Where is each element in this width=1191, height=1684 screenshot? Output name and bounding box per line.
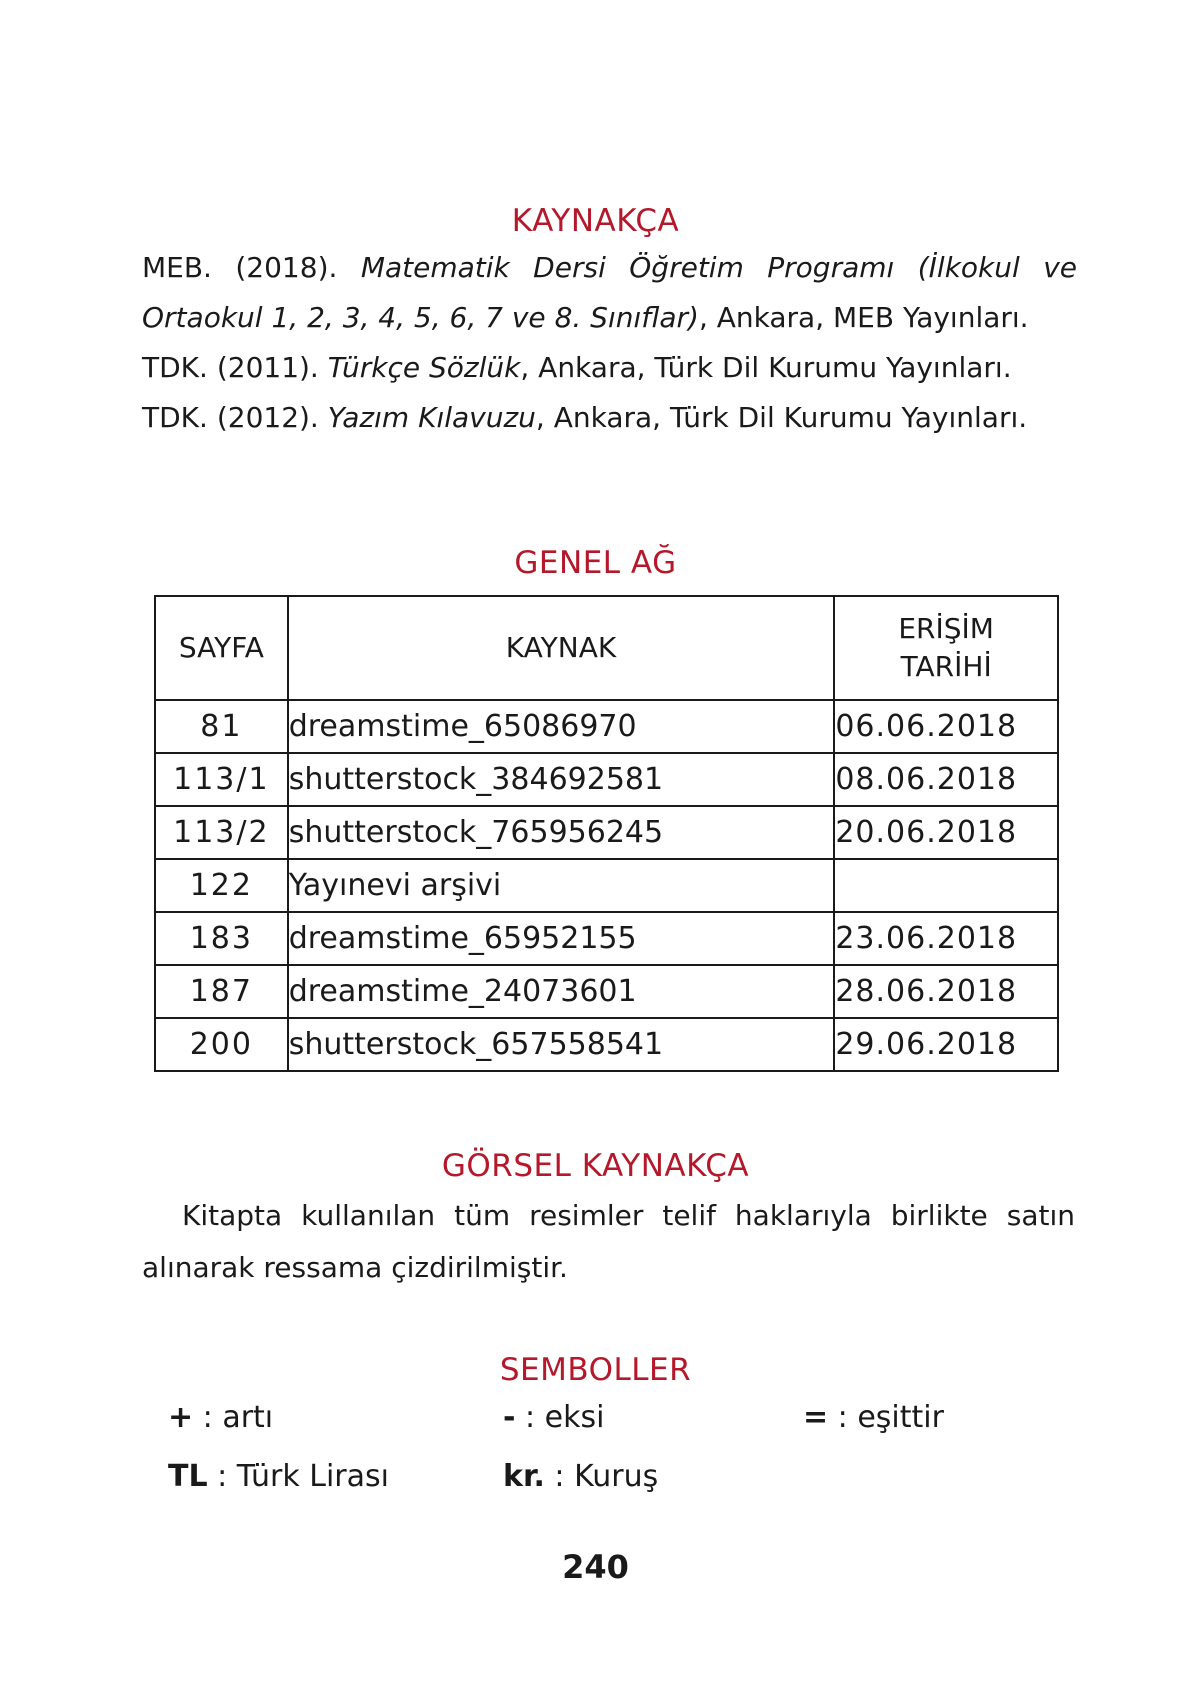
- entry-author-year: TDK. (2012).: [142, 401, 328, 434]
- section-title-semboller: SEMBOLLER: [499, 1352, 692, 1388]
- entry-author-year: TDK. (2011).: [142, 351, 328, 384]
- entry-publisher: , Ankara, MEB Yayınları.: [698, 301, 1029, 334]
- page-number: 240: [562, 1548, 629, 1586]
- bibliography-entry-meb: [142, 243, 1077, 343]
- bibliography-entry-tdk-2011: [142, 343, 1077, 393]
- entry-author-year: MEB. (2018).: [142, 251, 361, 284]
- column-header-access-date: [834, 596, 1058, 700]
- symbol-minus: - : eksi: [503, 1400, 605, 1435]
- symbol-meaning: eksi: [544, 1400, 605, 1435]
- entry-title: Matematik Dersi Öğretim Programı (İlkokul ve Ortaokul 1, 2, 3, 4, 5, 6, 7 ve 8. Sınıflar): [142, 251, 1077, 334]
- cell-source: shutterstock_765956245: [288, 806, 835, 859]
- entry-publisher: , Ankara, Türk Dil Kurumu Yayınları.: [520, 351, 1012, 384]
- section-title-genel-ag: GENEL AĞ: [514, 545, 677, 581]
- column-header-access-date-line1: ERİŞİM: [898, 612, 994, 645]
- section-title-gorsel-kaynakca: GÖRSEL KAYNAKÇA: [441, 1148, 750, 1184]
- entry-title: Türkçe Sözlük: [327, 351, 521, 384]
- symbol-kr: kr. : Kuruş: [503, 1459, 659, 1494]
- table-row: [155, 700, 1058, 753]
- entry-title: Yazım Kılavuzu: [327, 401, 536, 434]
- cell-page: 122: [155, 859, 288, 912]
- web-sources-table: [154, 595, 1059, 1072]
- column-header-page: SAYFA: [155, 596, 288, 700]
- symbol-meaning: Türk Lirası: [236, 1459, 389, 1494]
- symbol-meaning: eşittir: [857, 1400, 944, 1435]
- cell-source: dreamstime_24073601: [288, 965, 835, 1018]
- symbol-tl: TL : Türk Lirası: [168, 1459, 389, 1494]
- cell-page: 113/2: [155, 806, 288, 859]
- cell-date: 23.06.2018: [834, 912, 1058, 965]
- cell-date: 06.06.2018: [834, 700, 1058, 753]
- table-row: [155, 965, 1058, 1018]
- symbol-key: kr.: [503, 1459, 545, 1494]
- image-credits-paragraph: Kitapta kullanılan tüm resimler telif haklarıyla birlikte satın alınarak ressama çizdirilmiştir.: [142, 1199, 1075, 1284]
- cell-page: 113/1: [155, 753, 288, 806]
- cell-source: shutterstock_384692581: [288, 753, 835, 806]
- cell-page: 187: [155, 965, 288, 1018]
- section-title-kaynakca: KAYNAKÇA: [511, 203, 680, 239]
- table-row: [155, 1018, 1058, 1071]
- bibliography-entry-tdk-2012: [142, 393, 1077, 443]
- symbol-meaning: Kuruş: [574, 1459, 659, 1494]
- cell-date: 29.06.2018: [834, 1018, 1058, 1071]
- cell-source: shutterstock_657558541: [288, 1018, 835, 1071]
- symbol-plus: + : artı: [168, 1400, 274, 1435]
- cell-page: 81: [155, 700, 288, 753]
- entry-publisher: , Ankara, Türk Dil Kurumu Yayınları.: [535, 401, 1028, 434]
- bibliography-list: [142, 243, 1077, 443]
- table-header-row: [155, 596, 1058, 700]
- cell-date: 08.06.2018: [834, 753, 1058, 806]
- table-row: [155, 859, 1058, 912]
- cell-source: dreamstime_65952155: [288, 912, 835, 965]
- table-row: [155, 806, 1058, 859]
- cell-page: 183: [155, 912, 288, 965]
- cell-date: 20.06.2018: [834, 806, 1058, 859]
- table-row: [155, 912, 1058, 965]
- cell-page: 200: [155, 1018, 288, 1071]
- symbol-meaning: artı: [222, 1400, 274, 1435]
- table-row: [155, 753, 1058, 806]
- cell-date: [834, 859, 1058, 912]
- cell-date: 28.06.2018: [834, 965, 1058, 1018]
- symbol-key: TL: [168, 1459, 208, 1494]
- cell-source: Yayınevi arşivi: [288, 859, 835, 912]
- symbol-equals: = : eşittir: [803, 1400, 944, 1435]
- minus-icon: -: [503, 1400, 516, 1435]
- column-header-access-date-line2: TARİHİ: [900, 650, 992, 683]
- equals-icon: =: [803, 1400, 829, 1435]
- cell-source: dreamstime_65086970: [288, 700, 835, 753]
- plus-icon: +: [168, 1400, 194, 1435]
- column-header-source: KAYNAK: [288, 596, 835, 700]
